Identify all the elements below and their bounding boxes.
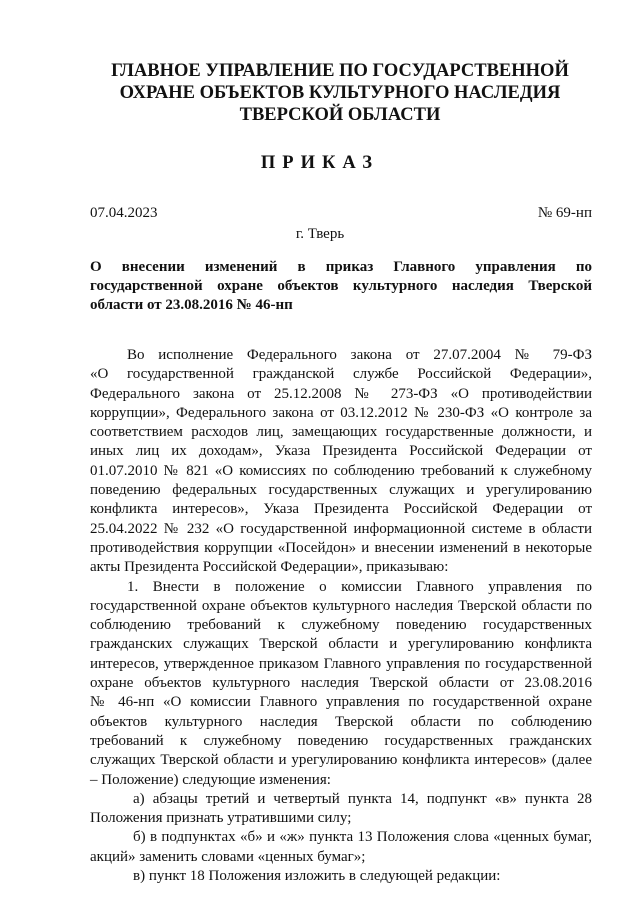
body-line: иных лиц их доходам», Указа Президента Российской Федерации от <box>90 443 592 460</box>
body-line: конфликта интересов», Указа Президента Российской Федерации от <box>90 501 592 518</box>
order-body <box>90 346 592 886</box>
order-number: № 69-нп <box>537 205 592 221</box>
body-line: а) абзацы третий и четвертый пункта 14, подпункт «в» пункта 28 <box>133 790 592 807</box>
body-line: акций» заменить словами «ценных бумаг»; <box>90 848 366 865</box>
body-line: государственной охране объектов культурного наследия Тверской области по <box>90 597 592 614</box>
body-line: № 46-нп «О комиссии Главного управления по государственной охране <box>90 694 592 711</box>
org-line: ГЛАВНОЕ УПРАВЛЕНИЕ ПО ГОСУДАРСТВЕННОЙ <box>111 61 569 81</box>
body-line: интересов, утвержденное приказом Главного управления по государственной <box>90 655 592 672</box>
subject-line: области от 23.08.2016 № 46-нп <box>90 297 293 313</box>
org-line: ОХРАНЕ ОБЪЕКТОВ КУЛЬТУРНОГО НАСЛЕДИЯ <box>119 83 561 103</box>
org-line: ТВЕРСКОЙ ОБЛАСТИ <box>239 105 441 125</box>
body-line: Положения признать утратившими силу; <box>90 810 352 827</box>
body-line: гражданских служащих Тверской области и урегулированию конфликта <box>90 636 592 653</box>
body-line: соответствием расходов лиц, замещающих государственные должности, и <box>90 424 592 441</box>
order-subject <box>90 258 592 315</box>
organization-header <box>60 60 620 126</box>
body-line: коррупции», Федерального закона от 03.12.2012 № 230-ФЗ «О контроле за <box>90 404 592 421</box>
document-type-title: ПРИКАЗ <box>260 153 380 173</box>
body-line: служащих Тверской области и урегулированию конфликта интересов» (далее <box>90 752 592 769</box>
subject-line: О внесении изменений в приказ Главного управления по <box>90 259 592 275</box>
body-line: 25.04.2022 № 232 «О государственной информационной системе в области <box>90 520 592 537</box>
body-line: поведению федеральных государственных служащих и урегулированию <box>90 482 592 499</box>
body-line: Федерального закона от 25.12.2008 № 273-ФЗ «О противодействии <box>90 385 592 402</box>
body-line: Во исполнение Федерального закона от 27.07.2004 № 79-ФЗ <box>127 347 592 363</box>
order-date: 07.04.2023 <box>90 205 158 221</box>
order-city: г. Тверь <box>295 226 345 242</box>
subject-line: государственной охране объектов культурного наследия Тверской <box>90 278 592 294</box>
body-line: – Положение) следующие изменения: <box>90 771 331 788</box>
body-line: противодействия коррупции «Посейдон» и внесении изменений в некоторые <box>90 539 592 556</box>
body-line: б) в подпунктах «б» и «ж» пункта 13 Положения слова «ценных бумаг, <box>133 829 592 846</box>
body-line: 01.07.2010 № 821 «О комиссиях по соблюдению требований к служебному <box>90 462 592 479</box>
body-line: соблюдению требований к служебному поведению государственных <box>90 617 592 634</box>
body-line: акты Президента Российской Федерации», приказываю: <box>90 559 449 576</box>
body-line: «О государственной гражданской службе Российской Федерации», <box>90 366 592 383</box>
body-line: требований к служебному поведению государственных гражданских <box>90 732 592 749</box>
body-line: 1. Внести в положение о комиссии Главного управления по <box>127 578 592 595</box>
body-line: охране объектов культурного наследия Тверской области от 23.08.2016 <box>90 675 592 692</box>
body-line: объектов культурного наследия Тверской области по соблюдению <box>90 713 592 730</box>
body-line: в) пункт 18 Положения изложить в следующей редакции: <box>133 868 501 885</box>
